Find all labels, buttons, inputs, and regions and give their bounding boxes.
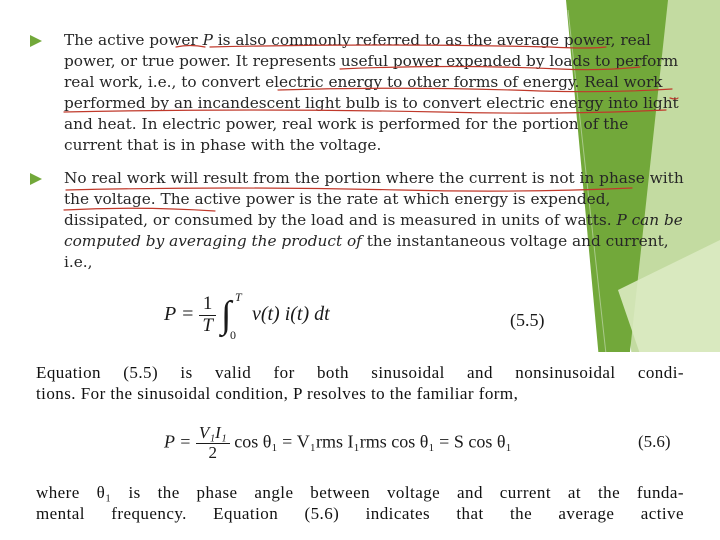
text-line: tions. For the sinusoidal condition, P resolves to the familiar form, — [36, 384, 519, 403]
equation-number: (5.5) — [510, 310, 545, 330]
bullet-arrow-icon — [30, 35, 42, 47]
equation-number: (5.6) — [638, 432, 671, 451]
equation-5-6: P = $\frac{\text{V₁I₁}}{2}$ cos θ₁ = V₁rms I₁rms cos θ₁ = S cos θ₁ — [164, 423, 512, 462]
text-line: Equation (5.5) is valid for both sinusoidal and nonsinusoidal condi- — [36, 363, 684, 382]
equation-5-5: P = $\frac{1}{T}$ ∫ T 0 v(t) i(t) dt — [164, 290, 330, 343]
bullet-text: No real work will result from the portion where the current is not in phase with the voltage. The active power is the rate at which energy is expended, dissipated, or consumed by the load and is measured in units of watts. P can be computed by averaging the product of the instantaneous voltage and current, i.e., — [64, 169, 684, 271]
bullet-item — [28, 168, 688, 273]
textbook-excerpt — [36, 362, 684, 404]
text-line: where θ₁ is the phase angle between voltage and current at the funda- — [36, 483, 684, 502]
bullet-text: The active power P is also commonly referred to as the average power, real power, or true power. It represents useful power expended by loads to perform real work, i.e., to convert electric energy to other forms of energy. Real work performed by an incandescent light bulb is to convert electric energy into light and heat. In electric power, real work is performed for the portion of the current that is in phase with the voltage. — [64, 31, 679, 154]
variable-p: P — [202, 31, 213, 49]
textbook-excerpt — [36, 482, 684, 524]
bullet-arrow-icon — [30, 173, 42, 185]
bullet-list — [28, 30, 688, 273]
text-line: mental frequency. Equation (5.6) indicates that the average active — [36, 504, 684, 523]
bullet-item — [28, 30, 688, 156]
